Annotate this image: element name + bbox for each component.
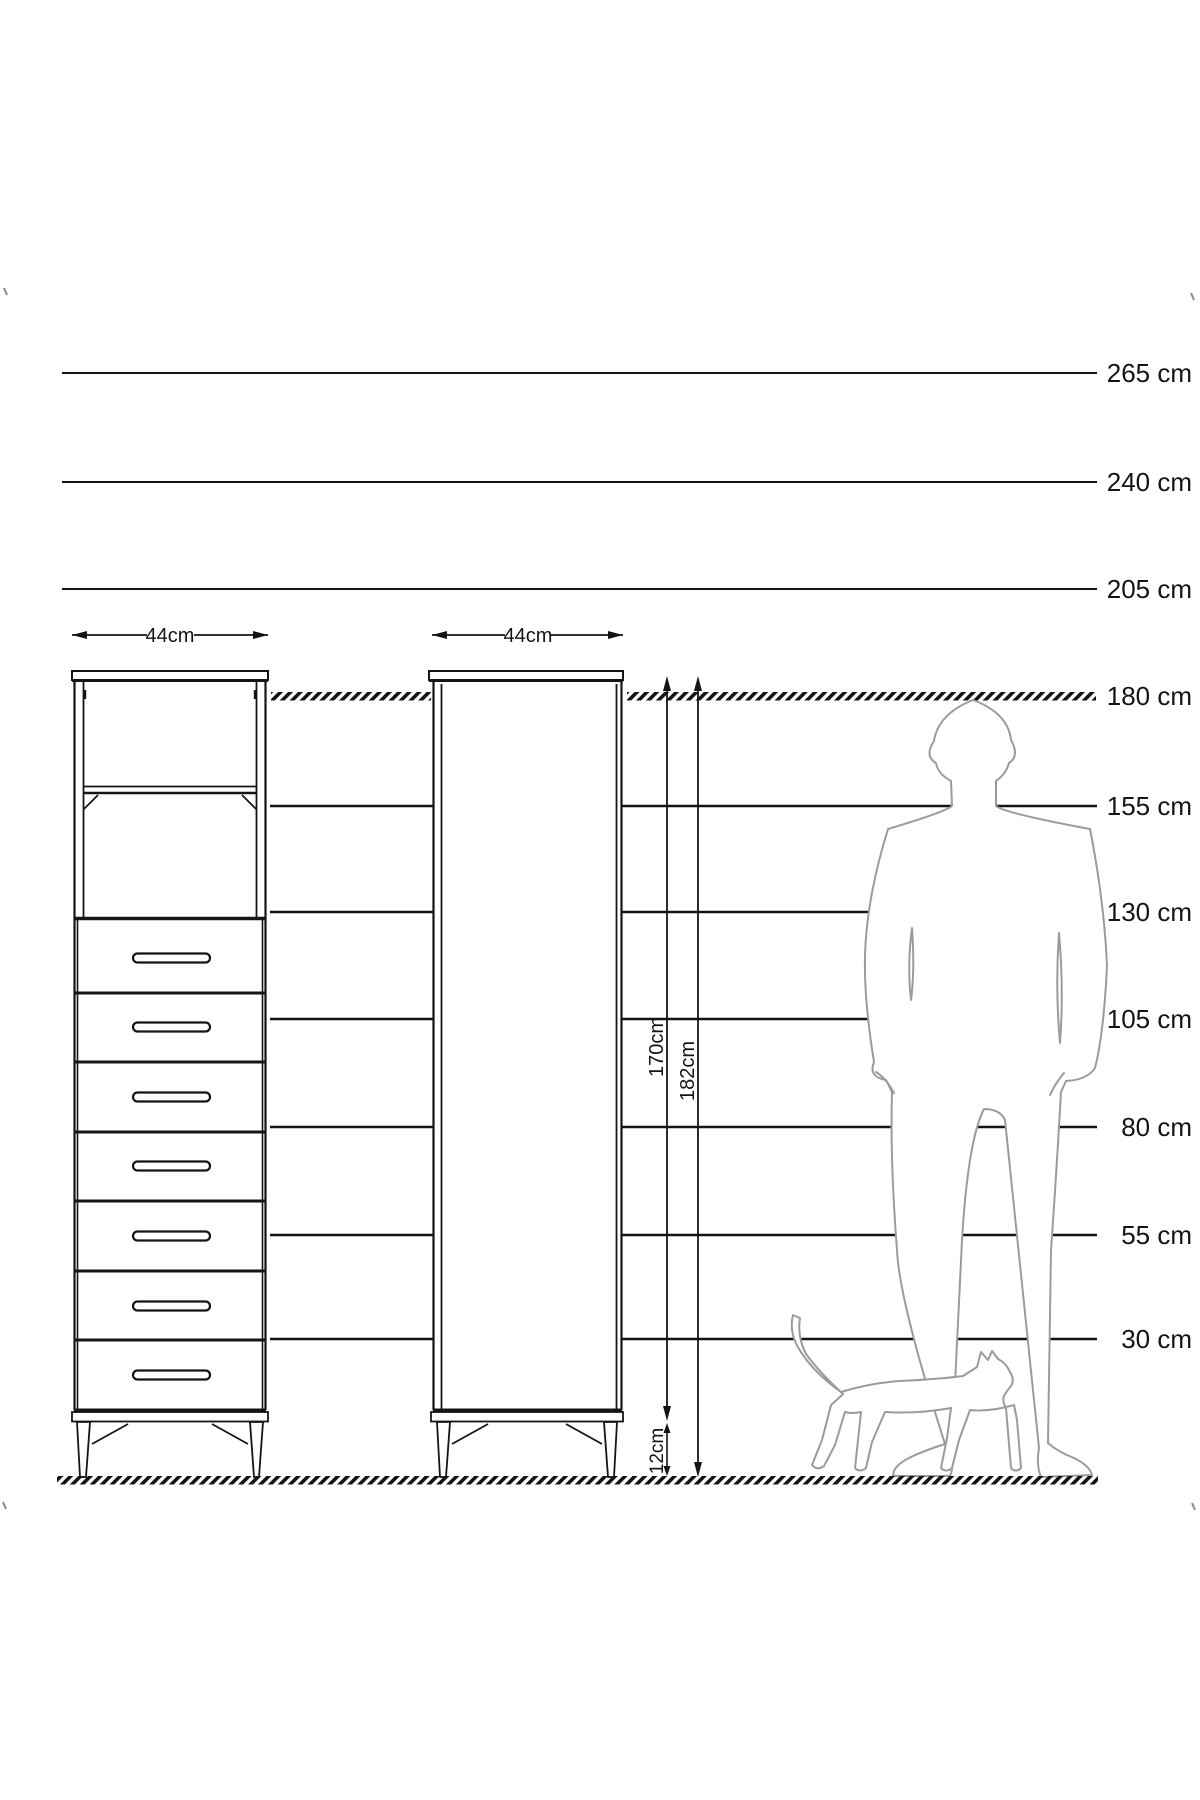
cabinet-leg xyxy=(604,1422,617,1477)
leg-brace xyxy=(566,1424,602,1444)
ruler-label: 240 cm xyxy=(1106,467,1192,497)
ruler-label: 30 cm xyxy=(1121,1324,1192,1354)
arrowhead-left xyxy=(432,631,447,639)
leg-brace xyxy=(452,1424,488,1444)
dim-182cm xyxy=(677,676,702,1477)
ruler-label: 180 cm xyxy=(1106,681,1192,711)
ruler-label: 265 cm xyxy=(1106,358,1192,388)
cabinet-left-apron xyxy=(72,1412,268,1422)
ruler-label: 205 cm xyxy=(1106,574,1192,604)
ruler-label: 105 cm xyxy=(1106,1004,1192,1034)
arrowhead-down xyxy=(694,1462,702,1477)
arrowhead-left xyxy=(72,631,87,639)
leg-height-label: 12cm xyxy=(647,1427,668,1475)
dim-12cm xyxy=(647,1423,671,1476)
cabinet-right-body xyxy=(433,680,622,1410)
cabinet-right-legs xyxy=(437,1422,617,1477)
drawer-handle xyxy=(133,1093,210,1102)
leg-brace xyxy=(92,1424,128,1444)
drawer-handle xyxy=(133,1302,210,1311)
ruler-label: 130 cm xyxy=(1106,897,1192,927)
cabinet-leg xyxy=(77,1422,90,1477)
body-height-label: 170cm xyxy=(646,1016,668,1078)
dim-170cm xyxy=(646,676,671,1421)
arrowhead-right xyxy=(608,631,623,639)
cabinet-right-apron xyxy=(431,1412,623,1422)
width-dimension-right xyxy=(432,625,623,647)
width-label-right: 44cm xyxy=(503,625,553,647)
width-label-left: 44cm xyxy=(145,625,195,647)
cabinet-left-legs xyxy=(77,1422,263,1477)
width-dimension-left xyxy=(72,625,268,647)
drawer-handle xyxy=(133,1232,210,1241)
ruler-label: 80 cm xyxy=(1121,1112,1192,1142)
drawer-handle xyxy=(133,1023,210,1032)
cabinet-leg xyxy=(250,1422,263,1477)
arrowhead-down xyxy=(663,1406,671,1421)
ground-line xyxy=(57,1476,1098,1485)
ruler-label: 155 cm xyxy=(1106,791,1192,821)
cabinet-left-top-band xyxy=(72,671,268,680)
cabinet-right xyxy=(429,671,623,1477)
cabinet-right-top-band xyxy=(429,671,623,680)
arrowhead-right xyxy=(253,631,268,639)
drawer-handle xyxy=(133,1371,210,1380)
cabinet-leg xyxy=(437,1422,450,1477)
drawer-handle xyxy=(133,954,210,963)
drawer-handle xyxy=(133,1162,210,1171)
leg-brace xyxy=(212,1424,248,1444)
total-height-label: 182cm xyxy=(677,1040,699,1102)
arrowhead-up xyxy=(694,676,702,691)
cabinet-left xyxy=(72,671,268,1477)
height-ruler-labels xyxy=(1107,358,1192,1354)
ruler-label: 55 cm xyxy=(1121,1220,1192,1250)
arrowhead-up xyxy=(663,676,671,691)
